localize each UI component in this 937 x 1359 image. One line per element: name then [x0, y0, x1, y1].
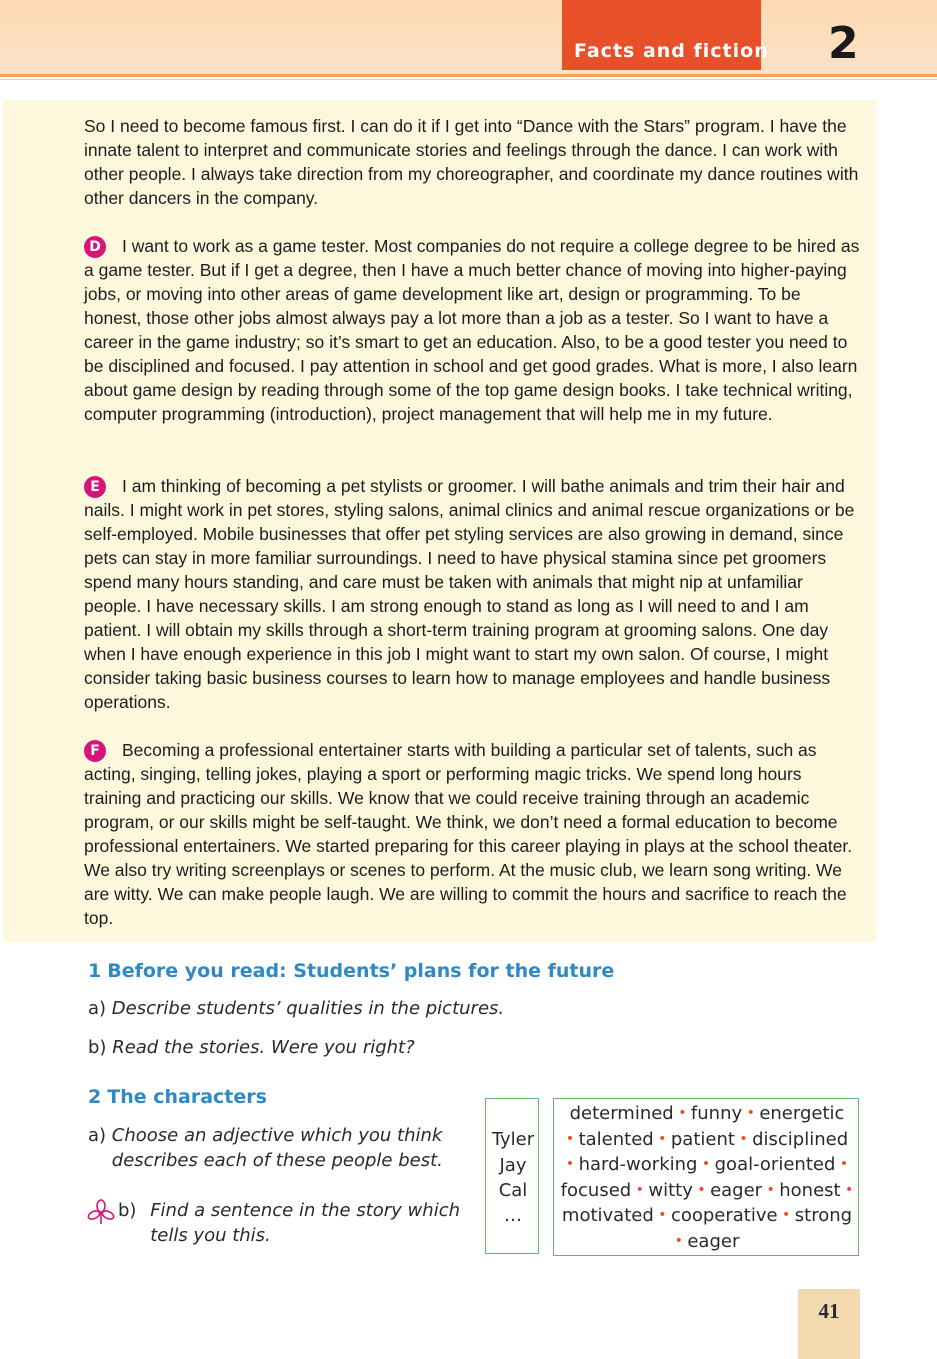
- exercise-2b: [118, 1198, 460, 1248]
- adjective-word: witty: [648, 1180, 693, 1201]
- marker-f-badge: F: [84, 740, 106, 762]
- intro-paragraph: So I need to become famous first. I can do it if I get into “Dance with the Stars” program. I have the innate talent to interpret and communicate stories and feelings through the dance. I can work with other people. I always take direction from my choreographer, and coordinate my dance routines with other dancers in the company.: [84, 116, 859, 208]
- adjective-line: [554, 1180, 860, 1201]
- adjectives-box: [553, 1098, 859, 1256]
- adjective-line: [554, 1154, 860, 1175]
- name-jay: Jay: [499, 1155, 527, 1176]
- adjective-word: determined: [569, 1103, 674, 1124]
- exercise-2b-line-2: tells you this.: [150, 1225, 271, 1246]
- bullet-icon: •: [653, 1207, 671, 1223]
- paragraph-d-text: I want to work as a game tester. Most companies do not require a college degree to be hired as a game tester. But if I get a degree, then I have a much better chance of moving into higher-paying jobs, or moving into other areas of game development like art, design or programming. To be honest, those other jobs almost always pay a lot more than a job as a tester. So I want to have a career in the game industry; so it’s smart to get an education. Also, to be a good tester you need to be disciplined and focused. I pay attention in school and get good grades. What is more, I also learn about game design by reading through some of the top game design books. I take technical writing, computer programming (introduction), project management that will help me in my future.: [84, 236, 860, 424]
- flower-star-icon: [86, 1199, 116, 1225]
- exercise-1-heading: [88, 960, 614, 982]
- adjective-word: motivated: [561, 1205, 654, 1226]
- bullet-icon: •: [653, 1131, 671, 1147]
- adjective-line: [554, 1103, 860, 1124]
- exercise-2-title: The characters: [107, 1086, 267, 1108]
- name-tyler: Tyler: [491, 1129, 535, 1150]
- name-cal: Cal: [498, 1180, 528, 1201]
- header-rule: [0, 74, 937, 77]
- bullet-icon: •: [631, 1182, 649, 1198]
- exercise-1a: [88, 996, 504, 1021]
- exercise-2a-line-1: Choose an adjective which you think: [111, 1125, 443, 1146]
- adjective-word: focused: [560, 1180, 632, 1201]
- exercise-1-number: 1: [88, 960, 102, 982]
- adjective-word: cooperative: [670, 1205, 778, 1226]
- exercise-1b-label: b): [88, 1037, 107, 1058]
- exercise-2a-label: a): [88, 1125, 107, 1146]
- adjective-line: [554, 1129, 860, 1150]
- page-number: 41: [818, 1299, 840, 1323]
- bullet-icon: •: [742, 1105, 760, 1121]
- exercise-2a: [88, 1123, 443, 1173]
- bullet-icon: •: [777, 1207, 795, 1223]
- exercise-2b-label: b): [118, 1200, 137, 1221]
- marker-d-badge: D: [84, 236, 106, 258]
- paragraph-e-text: I am thinking of becoming a pet stylists or groomer. I will bathe animals and trim their hair and nails. I might work in pet stores, styling salons, animal clinics and animal rescue organizations or be self-employed. Mobile businesses that offer pet styling services are also growing in demand, since pets can stay in more familiar surroundings. I need to have physical stamina since pet groomers spend many hours standing, and care must be taken with animals that might nip at unfamiliar people. I have necessary skills. I am strong enough to stand as long as I will need to and I am patient. I will obtain my skills through a short-term training program at grooming salons. One day when I have enough experience in this job I might want to start my own salon. Of course, I might consider taking basic business courses to learn how to manage employees and handle business operations.: [84, 476, 855, 712]
- adjective-word: strong: [794, 1205, 853, 1226]
- bullet-icon: •: [835, 1156, 849, 1172]
- adjective-word: hard-working: [578, 1154, 698, 1175]
- exercise-2a-line-2: describes each of these people best.: [111, 1150, 443, 1171]
- bullet-icon: •: [762, 1182, 780, 1198]
- bullet-icon: •: [565, 1156, 579, 1172]
- adjective-word: patient: [670, 1129, 735, 1150]
- bullet-icon: •: [840, 1182, 854, 1198]
- bullet-icon: •: [692, 1182, 711, 1198]
- exercise-1-title: Before you read: Students’ plans for the future: [107, 960, 615, 982]
- exercise-2b-line-1: Find a sentence in the story which: [150, 1200, 460, 1221]
- exercise-2-number: 2: [88, 1086, 102, 1108]
- adjective-word: honest: [779, 1180, 841, 1201]
- name-ellipsis: …: [504, 1205, 522, 1226]
- paragraph-f-text: Becoming a professional entertainer starts with building a particular set of talents, such as acting, singing, telling jokes, playing a sport or performing magic tricks. We spend long hours training and practicing our skills. We know that we could receive training through an academic program, or our skills might be self-taught. We think, we don’t need a formal education to become professional entertainers. We started preparing for this career playing in plays at the school theater. We also try writing screenplays or scenes to perform. At the music club, we learn song writing. We are witty. We can make people laugh. We are willing to commit the hours and sacrifice to reach the top.: [84, 740, 853, 928]
- bullet-icon: •: [697, 1156, 715, 1172]
- header-rule-thin: [0, 79, 937, 80]
- bullet-icon: •: [674, 1233, 688, 1249]
- paragraph-f: [84, 738, 862, 930]
- adjective-word: goal-oriented: [714, 1154, 836, 1175]
- chapter-title: Facts and fiction: [574, 40, 769, 62]
- adjective-line: [554, 1205, 860, 1226]
- names-box: [485, 1098, 539, 1254]
- bullet-icon: •: [673, 1105, 691, 1121]
- adjective-word: eager: [710, 1180, 763, 1201]
- adjective-line: [554, 1231, 860, 1252]
- exercise-1b-text: Read the stories. Were you right?: [112, 1037, 415, 1058]
- adjective-word: energetic: [759, 1103, 845, 1124]
- exercise-1b: [88, 1035, 415, 1060]
- header-band: [0, 0, 937, 76]
- chapter-number: 2: [828, 18, 859, 69]
- adjective-word: funny: [690, 1103, 743, 1124]
- marker-e-badge: E: [84, 476, 106, 498]
- exercise-1a-label: a): [88, 998, 107, 1019]
- exercise-2-heading: [88, 1086, 267, 1108]
- bullet-icon: •: [565, 1131, 579, 1147]
- paragraph-e: [84, 474, 862, 714]
- adjective-word: disciplined: [752, 1129, 849, 1150]
- page-number-box: [798, 1289, 860, 1359]
- paragraph-d: [84, 234, 862, 426]
- adjective-word: eager: [687, 1231, 740, 1252]
- adjective-word: talented: [578, 1129, 654, 1150]
- bullet-icon: •: [734, 1131, 753, 1147]
- exercise-1a-text: Describe students’ qualities in the pictures.: [111, 998, 505, 1019]
